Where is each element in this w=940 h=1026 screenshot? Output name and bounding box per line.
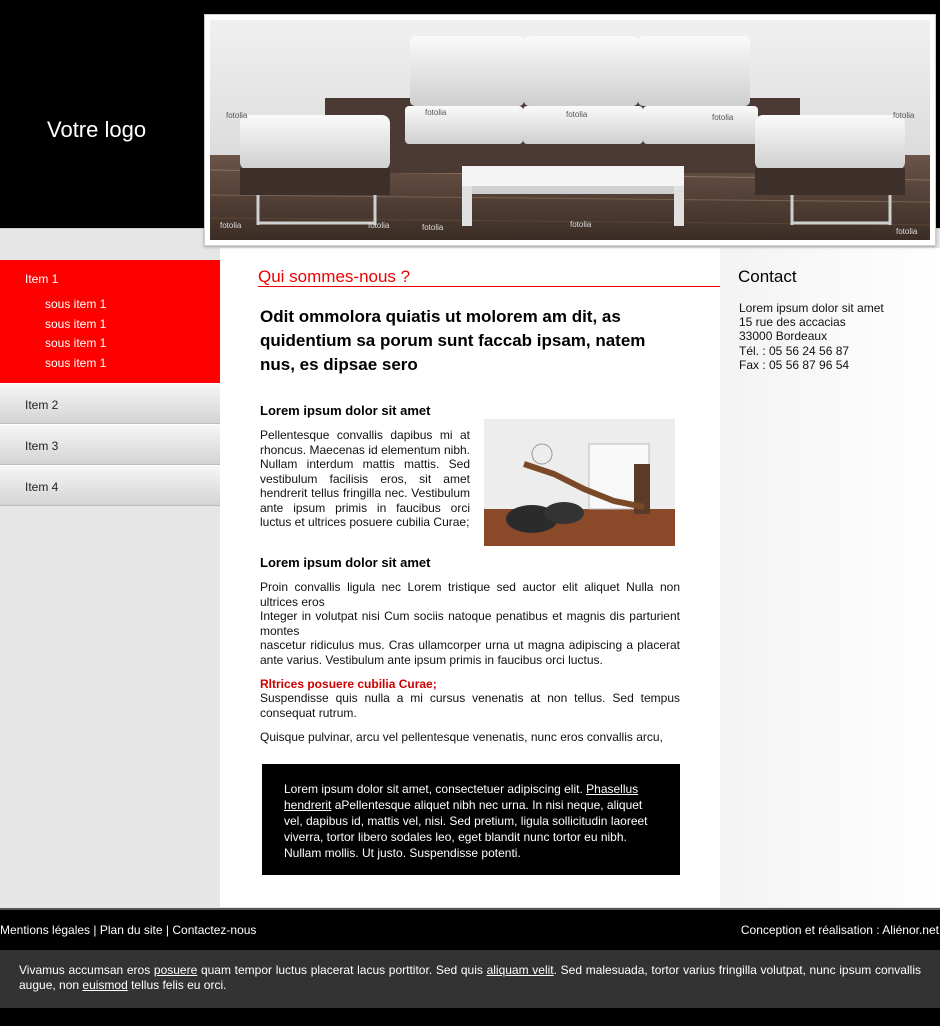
footer-bottom-strip	[0, 1008, 940, 1026]
contact-details	[739, 301, 884, 372]
banner-image	[210, 20, 930, 240]
section-2-line-2: Integer in volutpat nisi Cum sociis natoque penatibus et magnis dis parturient montes	[260, 609, 680, 638]
contact-phone: Tél. : 05 56 24 56 87	[739, 343, 850, 358]
contact-column	[720, 248, 940, 907]
sidebar-subitem-4[interactable]: sous item 1	[45, 355, 107, 370]
footer-text: tellus felis eu orci.	[127, 977, 227, 992]
highlight-text-2: aPellentesque aliquet nibh nec urna. In nisi neque, aliquet vel, dapibus id, mattis vel, nisi. Sed pretium, ligula sollicitudin laoreet viverra, tortor libero sodales leo, eget blandit nunc tortor eu nibh. Nullam mollis. Ut justo. Suspendisse potenti.	[284, 798, 648, 860]
contact-fax: Fax : 05 56 87 96 54	[739, 357, 850, 372]
section-2-heading: Lorem ipsum dolor sit amet	[260, 555, 431, 570]
svg-text:fotolia: fotolia	[712, 113, 734, 122]
svg-text:fotolia: fotolia	[896, 227, 918, 236]
sofa-illustration	[210, 20, 930, 240]
phasellus-link[interactable]: Phasellus hendrerit	[284, 782, 639, 812]
svg-text:fotolia: fotolia	[226, 111, 248, 120]
section-1-heading: Lorem ipsum dolor sit amet	[260, 403, 431, 418]
sidebar-subitem-1[interactable]: sous item 1	[45, 297, 107, 311]
credit-text[interactable]: Conception et réalisation : Aliénor.net	[740, 923, 939, 937]
footer-text: Vivamus accumsan eros	[19, 963, 154, 977]
mentions-legales-link[interactable]: Mentions légales	[0, 923, 91, 937]
section-1-text: Pellentesque convallis dapibus mi at rhoncus. Maecenas id elementum nibh. Nullam interdum mattis mattis. Sed vestibulum facilisis eros, sit amet hendrerit tellus fringilla nec. Vestibulum ante ipsum primis in faucibus orci luctus et ultrices posuere cubilia Curae;	[260, 428, 470, 529]
contact-title: Contact	[738, 267, 797, 286]
paragraph-3: Suspendisse quis nulla a mi cursus venenatis at non tellus. Sed tempus consequat rutrum.	[260, 691, 680, 720]
page-title: Qui sommes-nous ?	[258, 267, 411, 286]
footer-separator: |	[90, 923, 100, 937]
sidebar-item-3[interactable]: Item 3	[0, 424, 220, 465]
sidebar-item-2[interactable]: Item 2	[0, 383, 220, 424]
banner-frame	[204, 14, 936, 246]
footer-links	[0, 923, 256, 937]
sidebar-item-1[interactable]: Item 1	[25, 272, 59, 286]
highlight-text-1: Lorem ipsum dolor sit amet, consectetuer adipiscing elit.	[284, 782, 587, 796]
paragraph-4: Quisque pulvinar, arcu vel pellentesque venenatis, nunc eros convallis arcu,	[260, 730, 663, 744]
svg-text:fotolia: fotolia	[422, 223, 444, 232]
footer-text: . Sed malesuada, tortor varius fringilla volutpat, nunc ipsum convallis augue, non	[19, 963, 921, 992]
interior-photo	[484, 419, 675, 546]
posuere-link[interactable]: posuere	[153, 963, 198, 977]
sidebar-nav	[0, 260, 220, 506]
title-divider	[258, 286, 720, 287]
footer-bar	[0, 908, 940, 950]
svg-text:fotolia: fotolia	[893, 111, 915, 120]
contact-city: 33000 Bordeaux	[739, 329, 828, 344]
euismod-link[interactable]: euismod	[82, 977, 128, 992]
svg-text:fotolia: fotolia	[566, 110, 588, 119]
footer-text: quam tempor luctus placerat lacus porttitor. Sed quis	[197, 963, 487, 977]
section-2-line-1: Proin convallis ligula nec Lorem tristique sed auctor elit aliquet Nulla non ultrices eros	[260, 580, 680, 609]
footer-separator: |	[162, 923, 173, 937]
section-2-line-3: nascetur ridiculus mus. Cras ullamcorper urna ut magna adipiscing a placerat ante varius. Vestibulum ante ipsum primis in faucibus orci luctus.	[260, 638, 680, 667]
main-content	[220, 248, 720, 907]
svg-text:fotolia: fotolia	[425, 108, 447, 117]
aliquam-velit-link[interactable]: aliquam velit	[486, 963, 554, 977]
intro-text: Odit ommolora quiatis ut molorem am dit, as quidentium sa porum sunt faccab ipsam, natem nus, es dipsae sero	[260, 307, 646, 374]
sidebar-item-4[interactable]: Item 4	[0, 465, 220, 506]
svg-text:fotolia: fotolia	[220, 221, 242, 230]
svg-text:fotolia: fotolia	[368, 221, 390, 230]
red-subtitle: Rltrices posuere cubilia Curae;	[260, 677, 437, 691]
sidebar-subitem-3[interactable]: sous item 1	[45, 336, 107, 350]
sidebar-subitem-2[interactable]: sous item 1	[45, 316, 107, 331]
sidebar-item-1-active	[0, 260, 220, 383]
contact-line: Lorem ipsum dolor sit amet	[739, 301, 884, 315]
footer-text-block	[0, 950, 940, 1008]
plan-du-site-link[interactable]: Plan du site	[99, 923, 163, 937]
contact-address: 15 rue des accacias	[739, 315, 846, 330]
contactez-nous-link[interactable]: Contactez-nous	[172, 923, 257, 937]
svg-text:fotolia: fotolia	[570, 220, 592, 229]
site-logo[interactable]: Votre logo	[47, 117, 147, 142]
highlight-box	[262, 764, 680, 875]
